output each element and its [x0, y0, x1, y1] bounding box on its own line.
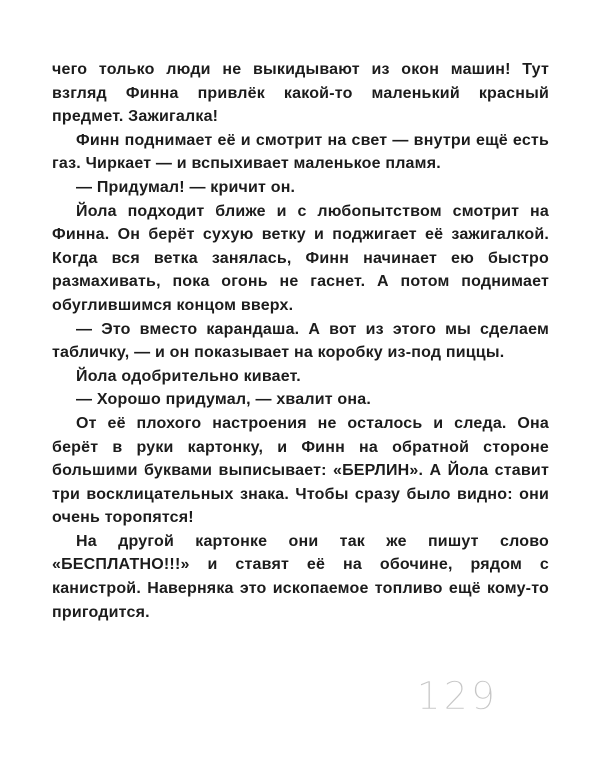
page-text	[52, 58, 549, 624]
paragraph: — Это вместо карандаша. А вот из этого мы сделаем табличку, — и он показывает на коробку из-под пиццы.	[52, 320, 549, 362]
page-number: 129	[416, 674, 498, 718]
paragraph: чего только люди не выкидывают из окон машин! Тут взгляд Финна привлёк какой-то маленький красный предмет. Зажигалка!	[52, 61, 549, 126]
paragraph: — Хорошо придумал, — хвалит она.	[76, 391, 372, 409]
paragraph: Йола подходит ближе и с любопытством смотрит на Финна. Он берёт сухую ветку и поджигает её зажигалкой. Когда вся ветка занялась, Финн начинает ею быстро размахивать, пока огонь не гаснет. А потом поднимает обуглившимся концом вверх.	[52, 202, 549, 314]
paragraph: Финн поднимает её и смотрит на свет — внутри ещё есть газ. Чиркает — и вспыхивает маленькое пламя.	[52, 131, 549, 173]
paragraph: Йола одобрительно кивает.	[76, 367, 301, 385]
paragraph: На другой картонке они так же пишут слово «БЕСПЛАТНО!!!» и ставят её на обочине, рядом с канистрой. Наверняка это ископаемое топливо ещё кому-то пригодится.	[52, 532, 549, 621]
paragraph: От её плохого настроения не осталось и следа. Она берёт в руки картонку, и Финн на обратной стороне большими буквами выписывает: «БЕРЛИН». А Йола ставит три восклицательных знака. Чтобы сразу было видно: они очень торопятся!	[52, 414, 549, 527]
paragraph: — Придумал! — кричит он.	[76, 178, 296, 196]
